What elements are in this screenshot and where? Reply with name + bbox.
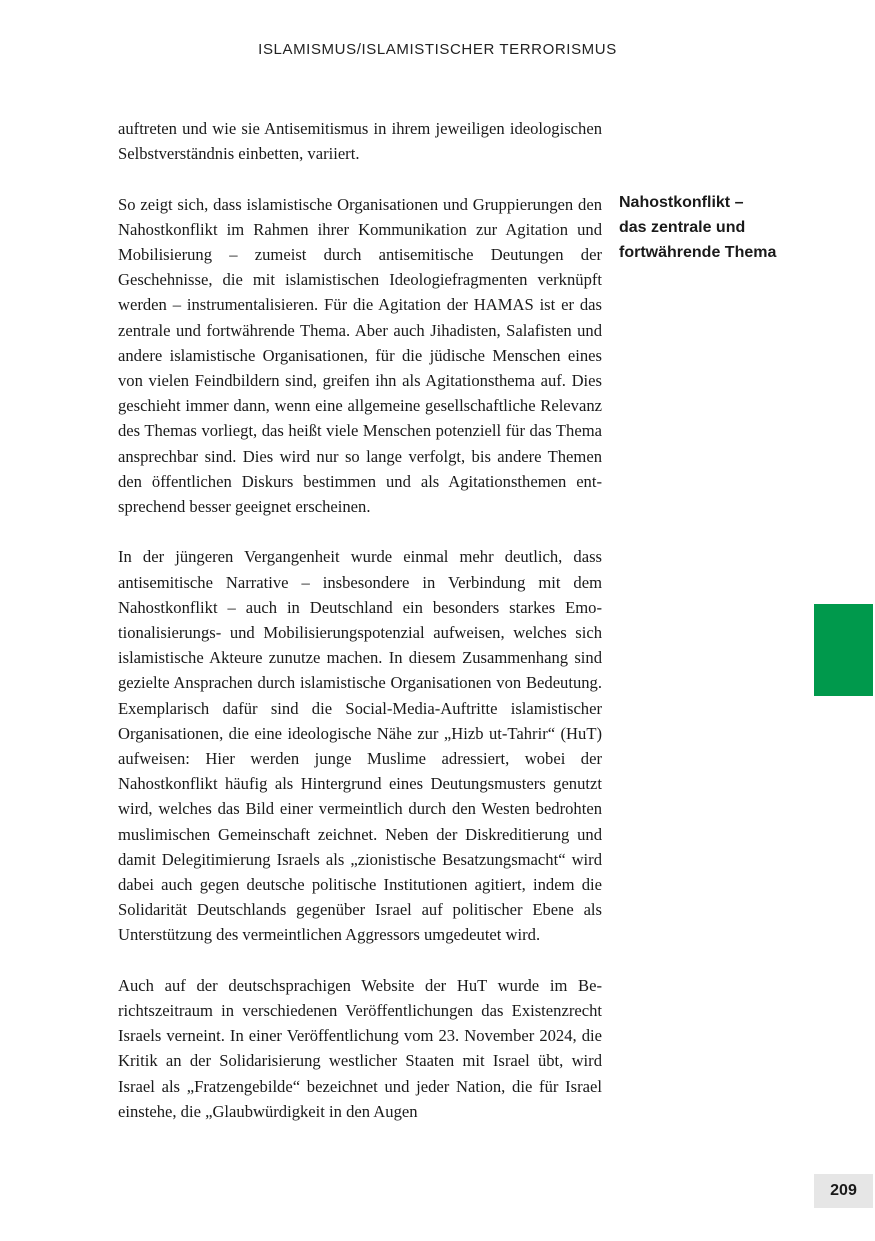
page-number: 209 xyxy=(814,1174,873,1208)
paragraph: So zeigt sich, dass islamistische Organisationen und Gruppierungen den Nahostkonflikt im Rahmen ihrer Kommunikation zur Agitation und Mobilisierung – zumeist durch antisemitische Deutungen der Geschehnisse, die mit islamistischen Ideologiefragmenten verknüpft werden – instrumentalisieren. Für die Agitation der HAMAS ist er das zentrale und fortwährende Thema. Aber auch Jihadisten, Salafisten und andere islamistische Organisationen, für die jüdische Menschen eines von vielen Feindbildern sind, greifen ihn als Agitationsthema auf. Dies geschieht immer dann, wenn eine allgemeine gesellschaftliche Relevanz des Themas vorliegt, das heißt viele Menschen potenziell für das Thema ansprechbar sind. Dies wird nur so lange verfolgt, bis andere Themen den öffentlichen Diskurs bestimmen und als Agitationsthemen entsprechend besser geeignet erscheinen. xyxy=(118,194,602,517)
paragraph: In der jüngeren Vergangenheit wurde einmal mehr deutlich, dass antisemitische Narrative – insbesondere in Verbindung mit dem Nahostkonflikt – auch in Deutschland ein besonders starkes Emotionalisierungs- und Mobilisierungspotenzial aufweisen, welches sich islamistische Akteure zunutze machen. In diesem Zusammenhang sind gezielte Ansprachen durch islamistische Organisationen von Bedeutung. Exemplarisch dafür sind die Social-Media-Auftritte islamistischer Organisationen, die eine ideologische Nähe zur „Hizb ut-Tahrir“ (HuT) aufweisen: Hier werden junge Muslime adressiert, wobei der Nahostkonflikt häufig als Hintergrund eines Deutungsmusters genutzt wird, welches das Bild einer vermeintlich durch den Westen bedrohten muslimischen Gemeinschaft zeichnet. Neben der Diskreditierung und damit Delegitimierung Israels als „zionistische Besatzungsmacht“ wird dabei auch gegen deutsche politische Institutionen agitiert, indem die Solidarität Deutschlands gegenüber Israel auf politischer Ebene als Unterstützung des vermeintlichen Aggressors umgedeutet wird. xyxy=(118,547,602,945)
running-header: ISLAMISMUS/ISLAMISTISCHER TERRORISMUS xyxy=(258,41,617,58)
section-tab-marker xyxy=(814,604,873,696)
margin-note xyxy=(619,190,819,265)
paragraph: Auch auf der deutschsprachigen Website der HuT wurde im Berichtszeitraum in verschiedenen Veröffentlichungen das Existenzrecht Israels verneint. In einer Veröffentlichung vom 23. November 2024, die Kritik an der Solidarisierung westlicher Staaten mit Israel übt, wird Israel als „Fratzengebilde“ bezeichnet und jeder Nation, die für Israel einstehe, die „Glaubwürdigkeit in den Augen xyxy=(118,975,602,1121)
margin-note-line: das zentrale und xyxy=(619,219,746,236)
paragraph: auftreten und wie sie Antisemitismus in ihrem jeweiligen ideologischen Selbstverständnis einbetten, variiert. xyxy=(118,119,602,164)
margin-note-line: fortwährende Thema xyxy=(619,244,777,261)
body-text xyxy=(118,116,602,1124)
margin-note-line: Nahostkonflikt – xyxy=(619,194,744,211)
